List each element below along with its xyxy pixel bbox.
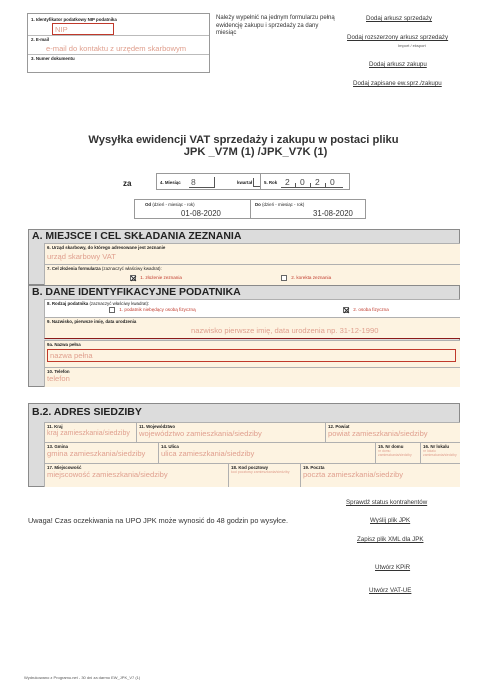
- period-za-label: za: [123, 179, 132, 188]
- from-hint: (dzień - miesiąc - rok): [152, 202, 195, 207]
- year-label: 5. Rok: [264, 180, 278, 185]
- phone-field[interactable]: [44, 367, 460, 387]
- postal-code-label: 18. Kod pocztowy: [231, 465, 269, 470]
- page-title-line-2: JPK _V7M (1) /JPK_V7K (1): [183, 146, 328, 158]
- city-placeholder: miejscowość zamieszkania/siedziby: [47, 470, 168, 479]
- tax-office-placeholder: urząd skarbowy VAT: [47, 252, 116, 261]
- house-number-placeholder: nr domu zamieszkania/siedziby: [378, 449, 412, 457]
- section-b2-header: B.2. ADRES SIEDZIBY: [32, 406, 142, 418]
- full-name-field: [44, 340, 460, 367]
- county-label: 12. Powiat: [328, 424, 350, 429]
- purpose-option-1-label: 1. złożenie zeznania: [140, 275, 182, 281]
- name-birthdate-placeholder: nazwisko pierwsze imię, data urodzenia np. 31-12-1990: [191, 326, 379, 335]
- phone-label: 10. Telefon: [47, 369, 70, 374]
- taxpayer-type-label: 8. Rodzaj podatnika: [47, 301, 89, 306]
- country-field[interactable]: [44, 422, 136, 442]
- municipality-placeholder: gmina zamieszkania/siedziby: [47, 449, 146, 458]
- year-digit: 2: [315, 177, 320, 187]
- form-purpose-field: [44, 264, 460, 285]
- to-date-input[interactable]: 31-08-2020: [313, 209, 353, 218]
- full-name-label: 9a. Nazwa pełna: [47, 342, 81, 347]
- street-label: 14. Ulica: [161, 444, 179, 449]
- year-digit: 2: [285, 177, 290, 187]
- section-b2: [28, 403, 460, 487]
- create-kpir-link[interactable]: Utwórz KPiR: [375, 564, 411, 571]
- section-a: [28, 229, 460, 285]
- taxpayer-type-option-1-checkbox[interactable]: [109, 307, 115, 313]
- taxpayer-type-option-1-label: 1. podatnik niebędący osobą fizyczną: [119, 307, 196, 313]
- post-office-placeholder: poczta zamieszkania/siedziby: [303, 470, 404, 479]
- house-number-field[interactable]: [375, 442, 420, 463]
- to-label: Do: [255, 202, 261, 207]
- full-name-placeholder: nazwa pełna: [50, 351, 93, 360]
- name-birthdate-field[interactable]: [44, 317, 460, 339]
- upo-warning-text: Uwaga! Czas oczekiwania na UPO JPK może wynosić do 48 godzin po wysyłce.: [28, 516, 288, 525]
- street-field[interactable]: [158, 442, 375, 463]
- full-name-input[interactable]: [47, 349, 456, 362]
- add-extended-sales-sheet-link[interactable]: Dodaj rozszerzony arkusz sprzedaży: [347, 34, 449, 41]
- section-a-header: A. MIEJSCE I CEL SKŁADANIA ZEZNANIA: [32, 230, 242, 242]
- purpose-hint: (zaznaczyć właściwy kwadrat):: [101, 266, 162, 271]
- add-saved-records-link[interactable]: Dodaj zapisane ew.sprz./zakupu: [353, 80, 442, 87]
- nip-input[interactable]: [52, 23, 114, 35]
- municipality-label: 13. Gmina: [47, 444, 68, 449]
- purpose-option-1-checkbox[interactable]: [130, 275, 136, 281]
- create-vat-ue-link[interactable]: Utwórz VAT-UE: [369, 587, 412, 594]
- taxpayer-type-hint: (zaznaczyć właściwy kwadrat):: [89, 301, 150, 306]
- county-field[interactable]: [325, 422, 460, 442]
- county-placeholder: powiat zamieszkania/siedziby: [328, 429, 428, 438]
- send-jpk-file-link[interactable]: Wyślij plik JPK: [370, 517, 411, 524]
- month-value: 8: [191, 177, 196, 187]
- month-label: 4. Miesiąc: [160, 180, 181, 185]
- name-birthdate-label: 9. Nazwisko, pierwsze imię, data urodzenia: [47, 319, 137, 324]
- period-box: [156, 173, 350, 190]
- country-placeholder: kraj zamieszkania/siedziby: [47, 430, 130, 437]
- postal-code-field[interactable]: [228, 463, 300, 487]
- street-placeholder: ulica zamieszkania/siedziby: [161, 449, 255, 458]
- from-label: Od: [145, 202, 152, 207]
- post-office-label: 19. Poczta: [303, 465, 325, 470]
- purpose-option-2-label: 2. korekta zeznania: [291, 275, 332, 281]
- import-export-label[interactable]: Import / eksport: [398, 43, 426, 48]
- voivodeship-label: 11. Województwo: [139, 424, 176, 429]
- top-form-box: [27, 13, 210, 73]
- house-number-label: 15. Nr domu: [378, 444, 404, 449]
- year-input[interactable]: [281, 177, 343, 188]
- footer-text: Wydrukowano z Programu.net - 30 dni za darmo EW_JPK_V7 (1): [24, 675, 141, 680]
- from-date-input[interactable]: 01-08-2020: [181, 209, 221, 218]
- taxpayer-type-option-2-label: 2. osoba fizyczna: [353, 307, 389, 313]
- municipality-field[interactable]: [44, 442, 158, 463]
- add-sales-sheet-link[interactable]: Dodaj arkusz sprzedaży: [366, 15, 433, 22]
- nip-label: 1. Identyfikator podatkowy NIP podatnika: [31, 17, 117, 22]
- year-digit: 0: [300, 177, 305, 187]
- year-digit: 0: [330, 177, 335, 187]
- section-b: [28, 285, 460, 387]
- instruction-text: Należy wypełnić na jednym formularzu pełną ewidencję zakupu i sprzedaży za dany miesiąc: [216, 15, 335, 37]
- city-label: 17. Miejscowość: [47, 465, 82, 470]
- city-field[interactable]: [44, 463, 228, 487]
- email-label: 2. E-mail: [31, 37, 50, 42]
- month-input[interactable]: [189, 177, 215, 188]
- email-input[interactable]: e-mail do kontaktu z urzędem skarbowym: [46, 44, 187, 53]
- tax-office-label: 6. Urząd skarbowy, do którego adresowane jest zeznanie: [47, 245, 166, 250]
- purpose-option-2[interactable]: [281, 275, 331, 281]
- tax-office-field[interactable]: [44, 243, 460, 264]
- postal-code-placeholder: kod pocztowy zamieszkania/siedziby: [231, 470, 290, 474]
- page-title-line-1: Wysyłka ewidencji VAT sprzedaży i zakupu w postaci pliku: [88, 134, 399, 146]
- taxpayer-type-field: [44, 299, 460, 317]
- date-range-box: [134, 199, 366, 219]
- check-contractor-status-link[interactable]: Sprawdź status kontrahentów: [346, 499, 428, 506]
- phone-placeholder: telefon: [47, 374, 70, 383]
- flat-number-placeholder: nr lokalu zamieszkania/siedziby: [423, 449, 457, 457]
- voivodeship-placeholder: województwo zamieszkania/siedziby: [139, 429, 262, 438]
- flat-number-label: 16. Nr lokalu: [423, 444, 450, 449]
- add-purchase-sheet-link[interactable]: Dodaj arkusz zakupu: [369, 61, 427, 68]
- save-xml-file-link[interactable]: Zapisz plik XML dla JPK: [357, 536, 424, 543]
- flat-number-field[interactable]: [420, 442, 460, 463]
- nip-placeholder: NIP: [55, 25, 68, 34]
- taxpayer-type-option-1[interactable]: [109, 307, 196, 313]
- taxpayer-type-option-2-checkbox[interactable]: [343, 307, 349, 313]
- country-label: 11. Kraj: [47, 424, 63, 429]
- section-b-header: B. DANE IDENTYFIKACYJNE PODATNIKA: [32, 286, 241, 298]
- post-office-field[interactable]: [300, 463, 460, 487]
- purpose-option-2-checkbox[interactable]: [281, 275, 287, 281]
- quarter-label: kwartał: [237, 180, 253, 185]
- voivodeship-field[interactable]: [136, 422, 325, 442]
- taxpayer-type-option-2[interactable]: [343, 307, 389, 313]
- purpose-label: 7. Cel złożenia formularza: [47, 266, 101, 271]
- purpose-option-1[interactable]: [130, 275, 182, 281]
- to-hint: (dzień - miesiąc - rok): [262, 202, 305, 207]
- document-number-label: 3. Numer dokumentu: [31, 56, 75, 61]
- page-title: [0, 134, 487, 158]
